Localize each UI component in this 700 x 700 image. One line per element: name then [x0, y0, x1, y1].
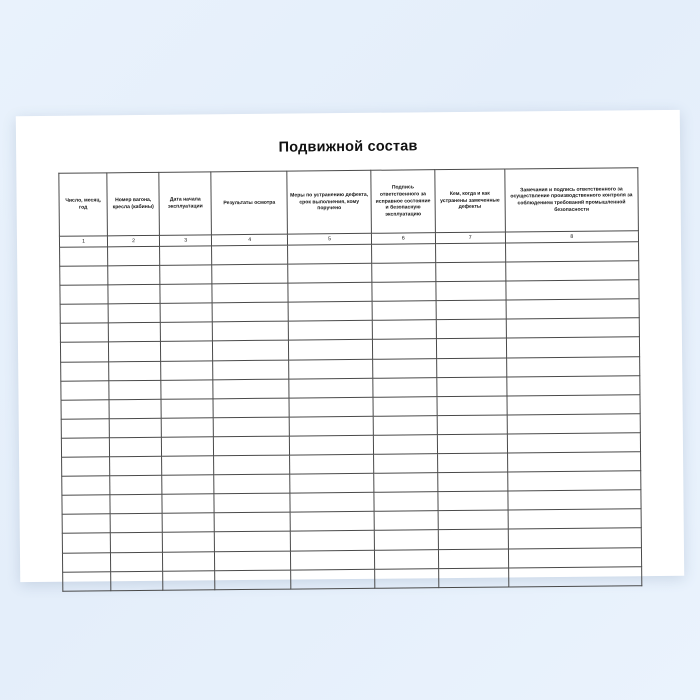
table-cell[interactable]: [437, 396, 507, 416]
table-cell[interactable]: [63, 571, 111, 591]
column-number-5: 5: [288, 233, 372, 245]
table-cell[interactable]: [438, 568, 508, 588]
table-header-row: [59, 168, 639, 237]
table-cell[interactable]: [290, 531, 374, 551]
table-cell[interactable]: [506, 280, 639, 300]
table-cell[interactable]: [214, 455, 290, 475]
table-cell[interactable]: [214, 474, 290, 494]
table-cell[interactable]: [60, 266, 108, 286]
table-cell[interactable]: [62, 514, 110, 534]
table-cell[interactable]: [372, 263, 436, 283]
column-header-defects-fixed: Кем, когда и как устранены замеченные дефекты: [435, 169, 506, 233]
table-cell[interactable]: [60, 285, 108, 305]
table-cell[interactable]: [110, 456, 162, 476]
table-cell[interactable]: [508, 566, 641, 586]
table-cell[interactable]: [109, 418, 161, 438]
table-cell[interactable]: [372, 320, 436, 340]
table-cell[interactable]: [508, 471, 641, 491]
table-cell[interactable]: [60, 304, 108, 324]
table-cell[interactable]: [212, 283, 288, 303]
column-number-7: 7: [435, 232, 505, 244]
table-cell[interactable]: [212, 302, 288, 322]
table-cell[interactable]: [508, 528, 641, 548]
table-cell[interactable]: [289, 435, 373, 455]
table-cell[interactable]: [109, 399, 161, 419]
table-cell[interactable]: [62, 476, 110, 496]
table-cell[interactable]: [436, 358, 506, 378]
table-cell[interactable]: [290, 512, 374, 532]
column-number-4: 4: [212, 234, 288, 246]
table-cell[interactable]: [160, 303, 212, 323]
table-cell[interactable]: [214, 493, 290, 513]
column-header-car-number: Номер вагона, кресла (кабины): [107, 172, 160, 235]
table-cell[interactable]: [161, 360, 213, 380]
column-number-3: 3: [160, 235, 212, 246]
table-cell[interactable]: [161, 399, 213, 419]
column-header-remarks-control-signature: Замечания и подпись ответственного за осуществление производственного контроля за соблюдением требований промышленной безопасности: [505, 168, 639, 232]
page-title: Подвижной состав: [278, 138, 418, 156]
table-cell[interactable]: [291, 550, 375, 570]
table-cell[interactable]: [61, 361, 109, 381]
column-header-inspection-results: Результаты осмотра: [211, 171, 287, 235]
table-cell[interactable]: [507, 394, 640, 414]
table-cell[interactable]: [436, 300, 506, 320]
table-cell[interactable]: [108, 304, 160, 324]
table-cell[interactable]: [62, 457, 110, 477]
column-number-2: 2: [107, 235, 159, 246]
table-cell[interactable]: [436, 319, 506, 339]
table-cell[interactable]: [373, 377, 437, 397]
table-cell[interactable]: [162, 437, 214, 457]
table-header: [59, 168, 639, 248]
table-cell[interactable]: [212, 245, 288, 265]
table-cell[interactable]: [290, 454, 374, 474]
table-cell[interactable]: [213, 321, 289, 341]
table-cell[interactable]: [508, 547, 641, 567]
table-cell[interactable]: [289, 397, 373, 417]
column-header-start-date: Дата начала эксплуатации: [159, 172, 212, 235]
table-cell[interactable]: [109, 361, 161, 381]
table-cell[interactable]: [163, 551, 215, 571]
table-cell[interactable]: [375, 549, 439, 569]
table-cell[interactable]: [288, 282, 372, 302]
table-cell[interactable]: [60, 342, 108, 362]
column-number-1: 1: [59, 236, 107, 247]
table-cell[interactable]: [162, 532, 214, 552]
table-cell[interactable]: [61, 438, 109, 458]
table-cell[interactable]: [162, 494, 214, 514]
table-cell[interactable]: [108, 323, 160, 343]
table-cell[interactable]: [110, 495, 162, 515]
table-cell[interactable]: [374, 454, 438, 474]
document-sheet: [16, 110, 684, 582]
table-cell[interactable]: [506, 356, 639, 376]
table-cell[interactable]: [437, 434, 507, 454]
table-cell[interactable]: [214, 436, 290, 456]
column-header-date: Число, месяц, год: [59, 173, 108, 236]
table-cell[interactable]: [108, 246, 160, 266]
table-cell[interactable]: [507, 433, 640, 453]
table-cell[interactable]: [508, 490, 641, 510]
table-cell[interactable]: [61, 419, 109, 439]
table-cell[interactable]: [438, 491, 508, 511]
table-cell[interactable]: [290, 492, 374, 512]
inspection-log-table: [58, 167, 642, 591]
table-cell[interactable]: [110, 514, 162, 534]
table-cell[interactable]: [372, 244, 436, 264]
table-cell[interactable]: [60, 323, 108, 343]
table-cell[interactable]: [160, 284, 212, 304]
table-cell[interactable]: [508, 509, 641, 529]
table-cell[interactable]: [213, 417, 289, 437]
table-cell[interactable]: [110, 533, 162, 553]
table-cell[interactable]: [161, 341, 213, 361]
table-cell[interactable]: [212, 264, 288, 284]
column-number-6: 6: [371, 233, 435, 245]
table-cell[interactable]: [435, 243, 505, 263]
table-cell[interactable]: [373, 358, 437, 378]
table-cell[interactable]: [372, 301, 436, 321]
table-cell[interactable]: [291, 569, 375, 589]
table-cell[interactable]: [435, 262, 505, 282]
table-cell[interactable]: [375, 568, 439, 588]
table-cell[interactable]: [108, 265, 160, 285]
table-cell[interactable]: [109, 437, 161, 457]
table-cell[interactable]: [215, 551, 291, 571]
table-cell[interactable]: [436, 338, 506, 358]
table-cell[interactable]: [111, 571, 163, 591]
table-cell[interactable]: [506, 299, 639, 319]
table-cell[interactable]: [160, 322, 212, 342]
table-body: [60, 242, 642, 591]
table-cell[interactable]: [507, 414, 640, 434]
table-cell[interactable]: [288, 263, 372, 283]
table-cell[interactable]: [374, 511, 438, 531]
table-cell[interactable]: [289, 340, 373, 360]
table-cell[interactable]: [438, 548, 508, 568]
table-cell[interactable]: [109, 342, 161, 362]
table-cell[interactable]: [374, 492, 438, 512]
table-cell[interactable]: [161, 379, 213, 399]
table-cell[interactable]: [162, 456, 214, 476]
table-cell[interactable]: [373, 416, 437, 436]
table-cell[interactable]: [288, 302, 372, 322]
table-cell[interactable]: [160, 246, 212, 266]
table-cell[interactable]: [60, 247, 108, 267]
table-cell[interactable]: [506, 318, 639, 338]
table-cell[interactable]: [437, 453, 507, 473]
table-cell[interactable]: [108, 285, 160, 305]
table-cell[interactable]: [213, 398, 289, 418]
table-cell[interactable]: [438, 529, 508, 549]
table-cell[interactable]: [110, 475, 162, 495]
table-cell[interactable]: [288, 321, 372, 341]
table-cell[interactable]: [214, 512, 290, 532]
table-cell[interactable]: [163, 570, 215, 590]
table-cell[interactable]: [506, 337, 639, 357]
table-cell[interactable]: [161, 418, 213, 438]
table-cell[interactable]: [507, 452, 640, 472]
table-cell[interactable]: [213, 379, 289, 399]
table-cell[interactable]: [505, 242, 638, 262]
table-cell[interactable]: [374, 530, 438, 550]
table-cell[interactable]: [109, 380, 161, 400]
table-cell[interactable]: [505, 261, 638, 281]
table-cell[interactable]: [373, 396, 437, 416]
table-cell[interactable]: [289, 359, 373, 379]
table-cell[interactable]: [373, 435, 437, 455]
table-cell[interactable]: [373, 339, 437, 359]
table-cell[interactable]: [215, 570, 291, 590]
table-cell[interactable]: [213, 360, 289, 380]
column-number-8: 8: [505, 231, 638, 243]
table-cell[interactable]: [507, 375, 640, 395]
table-cell[interactable]: [213, 341, 289, 361]
table-cell[interactable]: [111, 552, 163, 572]
table-cell[interactable]: [437, 472, 507, 492]
table-cell[interactable]: [62, 533, 110, 553]
table-cell[interactable]: [162, 513, 214, 533]
table-cell[interactable]: [372, 282, 436, 302]
table-cell[interactable]: [289, 378, 373, 398]
table-cell[interactable]: [160, 265, 212, 285]
table-cell[interactable]: [215, 531, 291, 551]
table-cell[interactable]: [61, 380, 109, 400]
table-cell[interactable]: [437, 415, 507, 435]
table-cell[interactable]: [62, 495, 110, 515]
column-header-responsible-signature: Подпись ответственного за исправное состояние и безопасную эксплуатацию: [371, 170, 435, 234]
table-cell[interactable]: [290, 473, 374, 493]
column-header-corrective-measures: Меры по устранению дефекта, срок выполнения, кому поручено: [287, 170, 372, 234]
table-cell[interactable]: [61, 400, 109, 420]
table-cell[interactable]: [162, 475, 214, 495]
table-cell[interactable]: [62, 552, 110, 572]
table-cell[interactable]: [374, 473, 438, 493]
table-cell[interactable]: [438, 510, 508, 530]
table-cell[interactable]: [437, 377, 507, 397]
table-cell[interactable]: [436, 281, 506, 301]
table-cell[interactable]: [289, 416, 373, 436]
table-cell[interactable]: [288, 244, 372, 264]
